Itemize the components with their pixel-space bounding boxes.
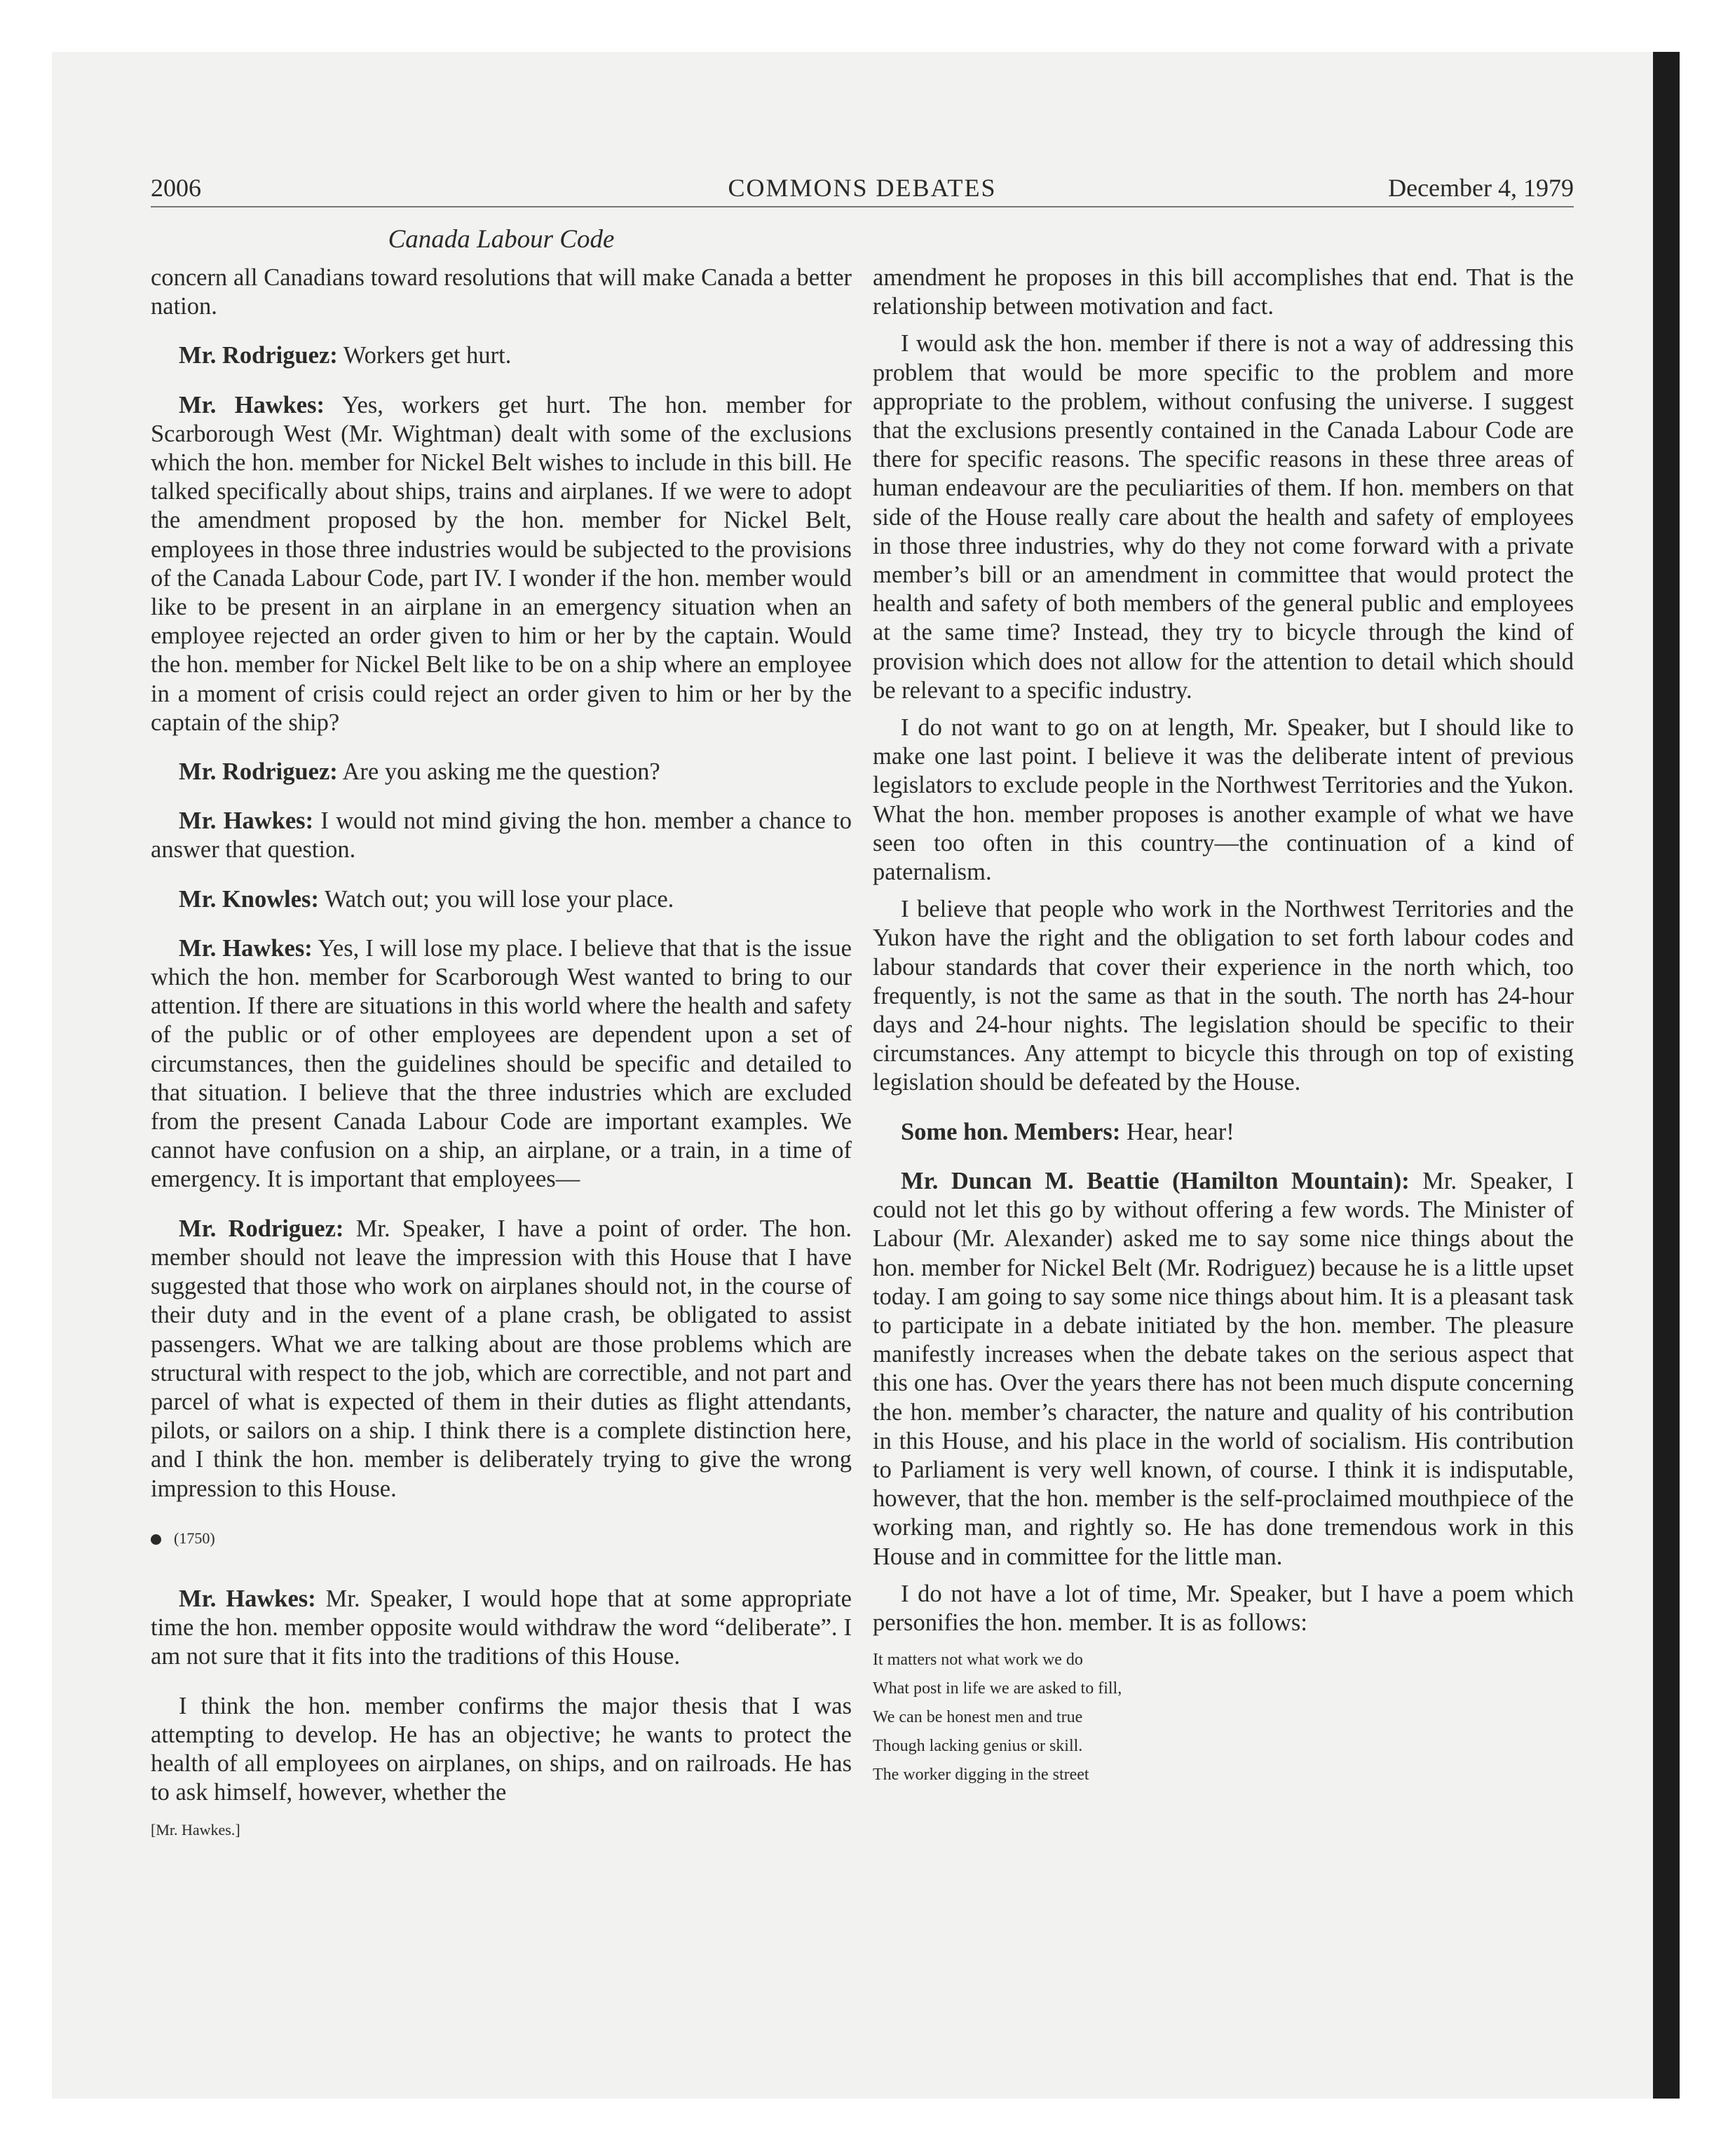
paragraph	[873, 1118, 1574, 1147]
paragraph-text: Hear, hear!	[1120, 1118, 1234, 1145]
speaker-name: Mr. Duncan M. Beattie (Hamilton Mountain):	[901, 1167, 1410, 1194]
scan-edge-bar	[1653, 52, 1680, 2099]
paragraph-text: I think the hon. member confirms the major thesis that I was attempting to develop. He has an objective; he wants to protect the health of all employees on airplanes, on ships, and on railroads. He has to ask himself, however, whether the	[151, 1692, 852, 1806]
paragraph	[873, 329, 1574, 705]
paragraph-text: Are you asking me the question?	[337, 758, 660, 786]
paragraph	[873, 1167, 1574, 1571]
poem-line: It matters not what work we do	[873, 1651, 1083, 1670]
paragraph-text: I believe that people who work in the Northwest Territories and the Yukon have the right and the obligation to set forth labour codes and labour standards that cover their experience in the north which, too frequently, is not the same as that in the south. The north has 24-hour days and 24-hour nights. The legislation should be specific to their circumstances. Any attempt to bicycle this through on top of existing legislation should be defeated by the House.	[873, 896, 1574, 1096]
paragraph-text: Yes, I will lose my place. I believe that that is the issue which the hon. member for Scarborough West wanted to bring to our attention. If there are situations in this world where the health and safety of the public or of other employees are dependent upon a set of circumstances, then the guidelines should be specific and detailed to that situation. I believe that the three industries which are excluded from the present Canada Labour Code are important examples. We cannot have confusion on a ship, an airplane, or a train, in a time of emergency. It is important that employees—	[151, 934, 852, 1193]
speaker-name: Mr. Rodriguez:	[179, 1215, 344, 1242]
paragraph	[873, 895, 1574, 1097]
paragraph-text: I would ask the hon. member if there is not a way of addressing this problem that would be more specific to the problem and more appropriate to the problem, without confusing the universe. I suggest that the exclusions presently contained in the Canada Labour Code are there for specific reasons. The specific reasons in these three areas of human endeavour are the peculiarities of them. If hon. members on that side of the House really care about the health and safety of employees in those three industries, why do they not come forward with a private member’s bill or an amendment in committee that would protect the health and safety of both members of the general public and employees at the same time? Instead, they try to bicycle through the kind of provision which does not allow for the attention to detail which should be relevant to a specific industry.	[873, 330, 1574, 704]
time-marker	[151, 1524, 852, 1553]
speaker-attribution: [Mr. Hawkes.]	[151, 1821, 240, 1839]
running-head: Canada Labour Code	[388, 225, 615, 254]
right-column	[873, 264, 1574, 1789]
paragraph	[151, 1692, 852, 1808]
poem-line: We can be honest men and true	[873, 1708, 1083, 1727]
paragraph	[151, 807, 852, 864]
bullet-dot-icon	[151, 1534, 161, 1545]
speaker-name: Mr. Knowles:	[179, 885, 319, 913]
paragraph-text: I do not want to go on at length, Mr. Speaker, but I should like to make one last point. I believe it was the deliberate intent of previous legislators to exclude people in the Northwest Territories and the Yukon. What the hon. member proposes is another example of what we have seen too often in this country—the continuation of a kind of paternalism.	[873, 714, 1574, 886]
page-number: 2006	[151, 174, 201, 202]
paragraph-text: I do not have a lot of time, Mr. Speaker, but I have a poem which personifies the hon. member. It is as follows:	[873, 1580, 1574, 1636]
speaker-name: Mr. Rodriguez:	[179, 342, 338, 369]
paragraph	[151, 934, 852, 1194]
poem-line: The worker digging in the street	[873, 1766, 1089, 1785]
poem-line: What post in life we are asked to fill,	[873, 1679, 1122, 1698]
paragraph	[873, 264, 1574, 321]
speaker-name: Some hon. Members:	[901, 1118, 1121, 1145]
paragraph	[151, 341, 852, 370]
paragraph-text: Yes, workers get hurt. The hon. member for Scarborough West (Mr. Wightman) dealt with some of the exclusions which the hon. member for Nickel Belt wishes to include in this bill. He talked specifically about ships, trains and airplanes. If we were to adopt the amendment proposed by the hon. member for Nickel Belt, employees in those three industries would be subjected to the provisions of the Canada Labour Code, part IV. I wonder if the hon. member would like to be present in an airplane in an emergency situation when an employee rejected an order given to him or her by the captain. Would the hon. member for Nickel Belt like to be on a ship where an employee in a moment of crisis could reject an order given to him or her by the captain of the ship?	[151, 391, 852, 736]
speaker-name: Mr. Hawkes:	[179, 391, 325, 418]
poem-line: Though lacking genius or skill.	[873, 1737, 1083, 1756]
paragraph	[873, 1580, 1574, 1637]
paragraph-text: I would not mind giving the hon. member a chance to answer that question.	[151, 807, 852, 864]
speaker-name: Mr. Hawkes:	[179, 1585, 316, 1612]
publication-date: December 4, 1979	[1388, 174, 1574, 202]
paragraph-text: Mr. Speaker, I would hope that at some appropriate time the hon. member opposite would withdraw the word “deliberate”. I am not sure that it fits into the traditions of this House.	[151, 1585, 852, 1670]
paragraph	[151, 1585, 852, 1672]
paragraph-text: concern all Canadians toward resolutions that will make Canada a better nation.	[151, 264, 852, 320]
time-marker-text: (1750)	[174, 1529, 215, 1547]
left-column	[151, 264, 852, 1845]
page-header	[151, 171, 1574, 205]
paragraph-text: Mr. Speaker, I could not let this go by without offering a few words. The Minister of Labour (Mr. Alexander) asked me to say some nice things about the hon. member for Nickel Belt (Mr. Rodriguez) because he is a little upset today. I am going to say some nice things about him. It is a pleasant task to participate in a debate initiated by the hon. member. The pleasure manifestly increases when the debate takes on the serious aspect that this one has. Over the years there has not been much dispute concerning the hon. member’s character, the nature and quality of his contribution in this House, and his place in the world of socialism. His contribution to Parliament is very well known, of course. I think it is indisputable, however, that the hon. member is the self-proclaimed mouthpiece of the working man, and rightly so. He has done tremendous work in this House and in committee for the little man.	[873, 1167, 1574, 1570]
paragraph-text: Mr. Speaker, I have a point of order. The hon. member should not leave the impression with this House that I have suggested that those who work on airplanes should not, in the course of their duty and in the event of a plane crash, be obligated to assist passengers. What we are talking about are those problems which are structural with respect to the job, which are correctible, and not part and parcel of what is expected of them in their duties as flight attendants, pilots, or sailors on a ship. I think there is a complete distinction here, and I think the hon. member is deliberately trying to give the wrong impression to this House.	[151, 1215, 852, 1502]
paragraph	[151, 391, 852, 737]
paragraph	[151, 264, 852, 321]
header-rule	[151, 206, 1574, 207]
paragraph	[151, 885, 852, 914]
paragraph-text: Workers get hurt.	[337, 342, 512, 369]
poem	[873, 1646, 1574, 1789]
paragraph-text: amendment he proposes in this bill accomplishes that end. That is the relationship between motivation and fact.	[873, 264, 1574, 320]
speaker-name: Mr. Rodriguez:	[179, 758, 338, 786]
paragraph	[151, 758, 852, 786]
speaker-name: Mr. Hawkes:	[179, 934, 313, 962]
paragraph-text: Watch out; you will lose your place.	[318, 885, 674, 913]
publication-title: COMMONS DEBATES	[728, 174, 997, 202]
speaker-name: Mr. Hawkes:	[179, 807, 314, 835]
paragraph	[151, 1215, 852, 1503]
paragraph	[873, 714, 1574, 887]
